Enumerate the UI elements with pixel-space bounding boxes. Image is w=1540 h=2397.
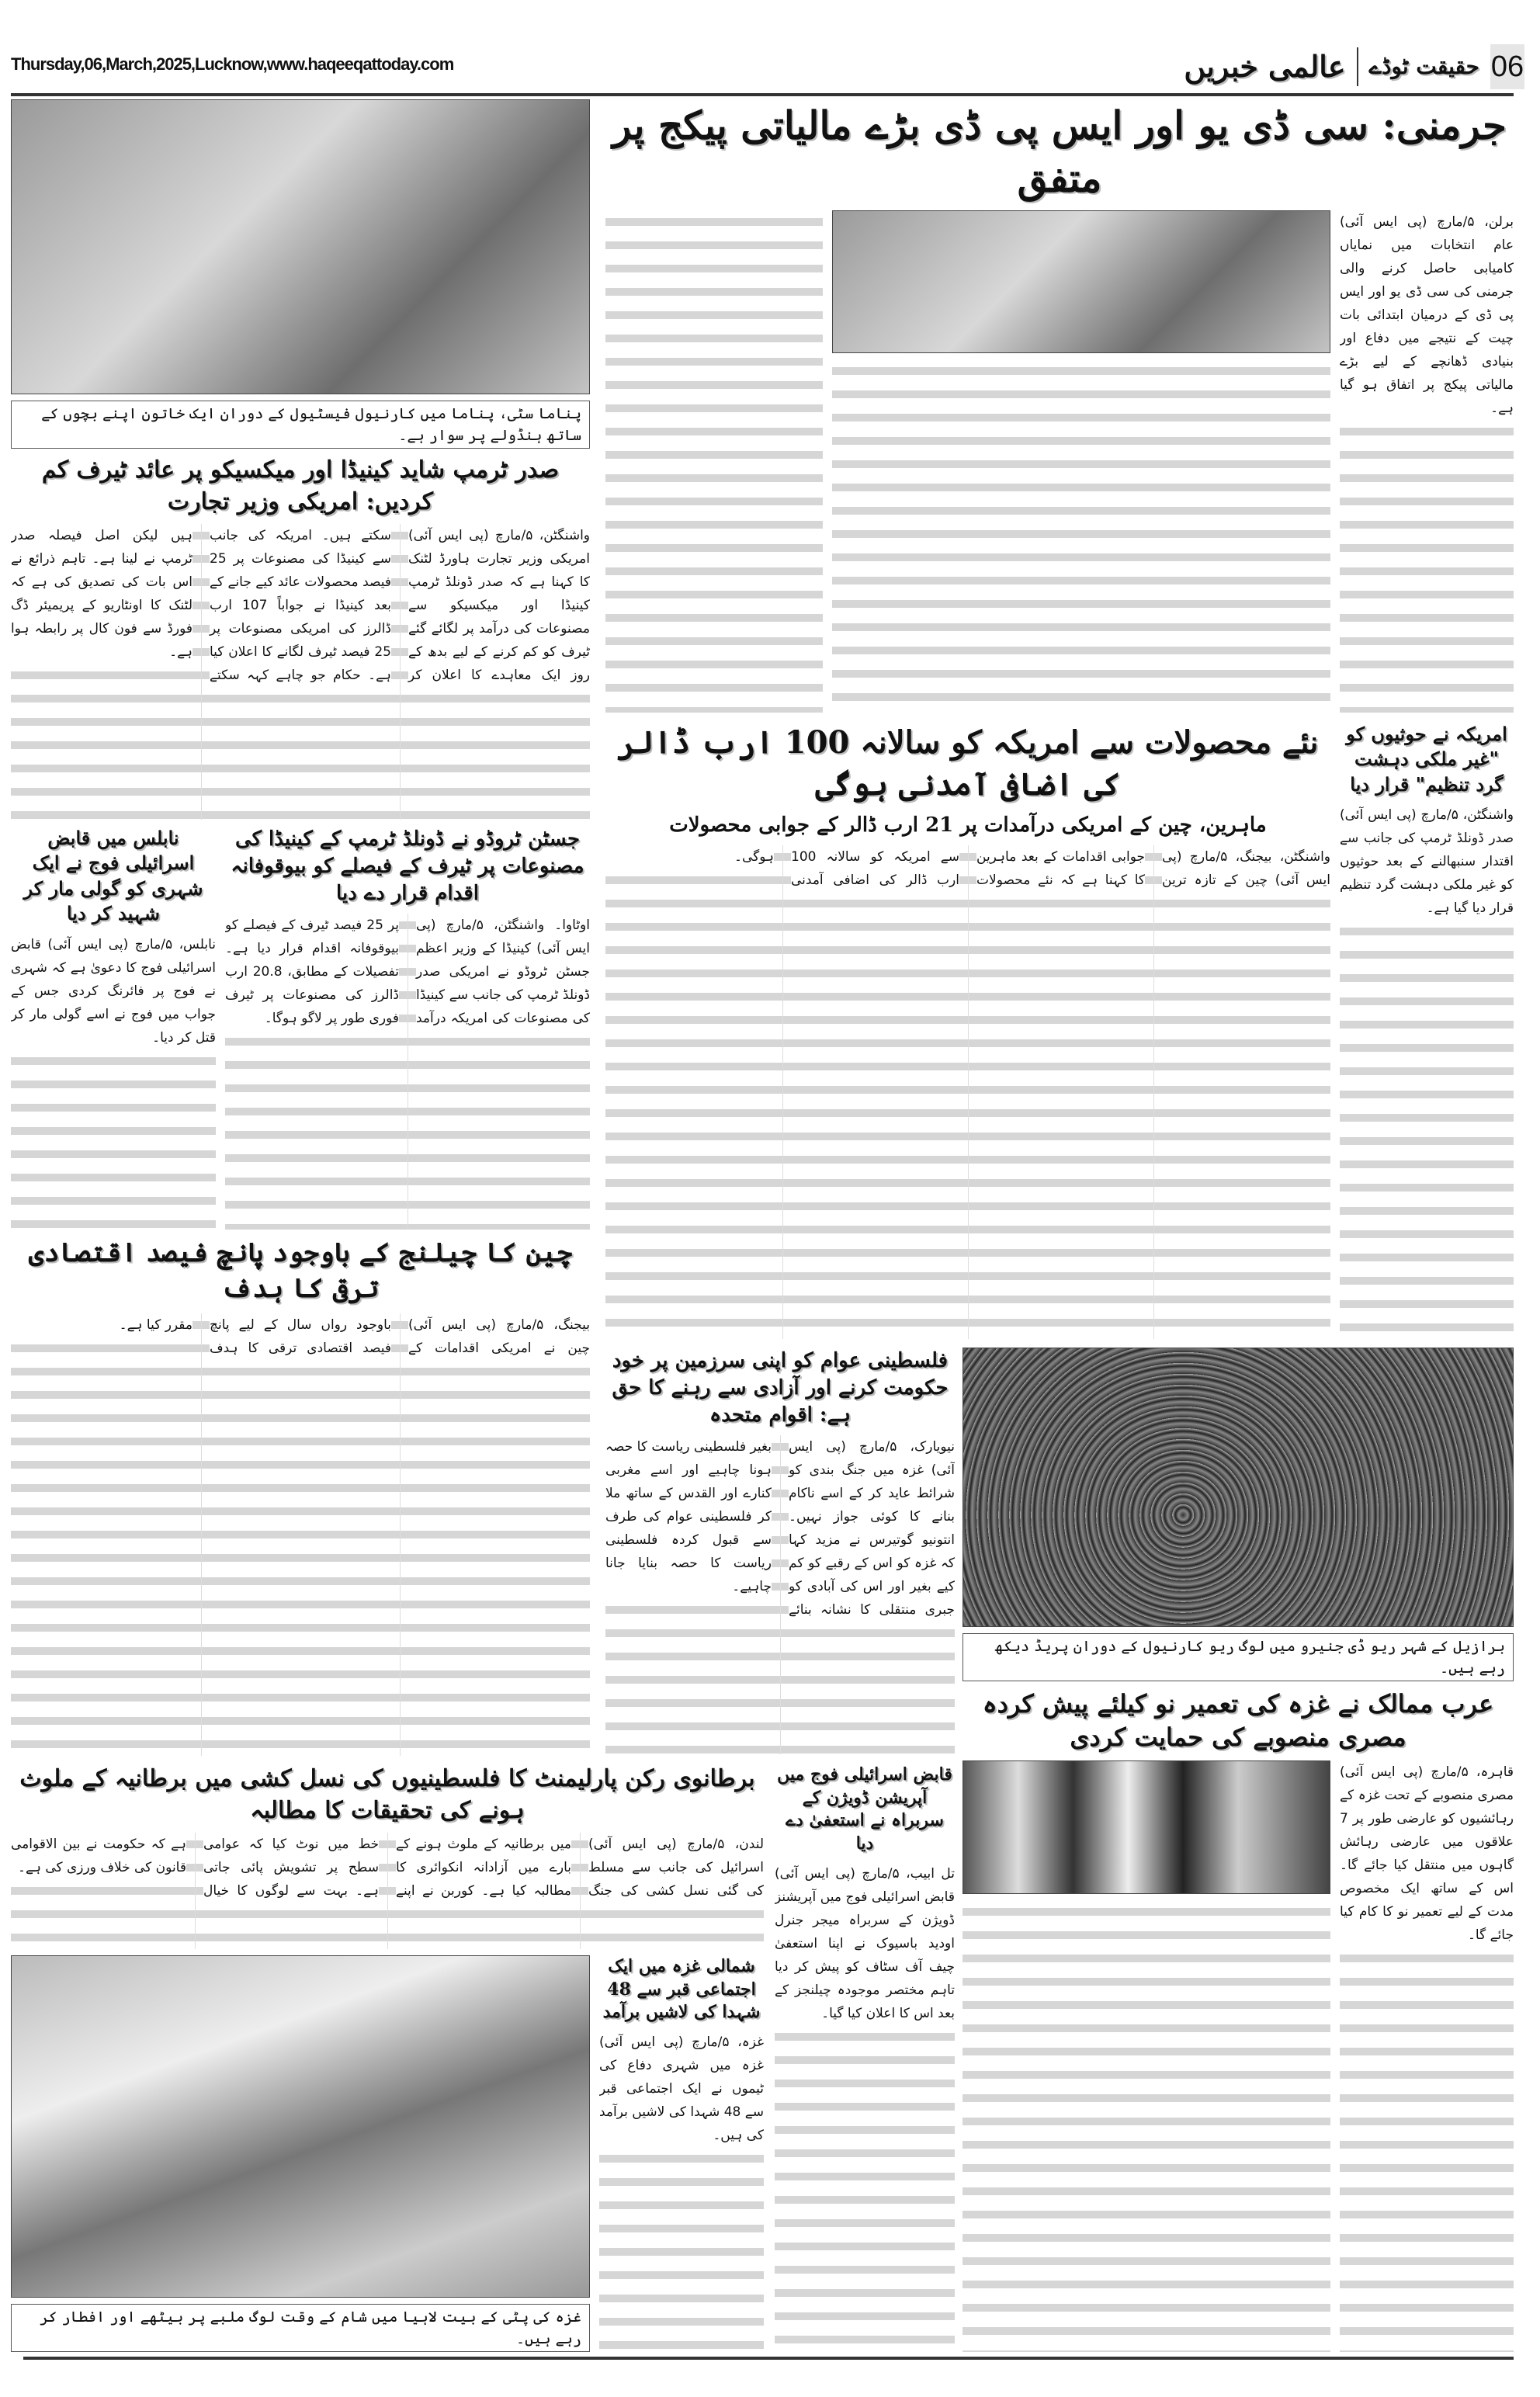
- un-headline: فلسطینی عوام کو اپنی سرزمین پر خود حکومت کرنے اور آزادی سے رہنے کا حق ہے: اقوام متحدہ: [612, 1349, 949, 1427]
- germany-headline: جرمنی: سی ڈی یو اور ایس پی ڈی بڑے مالیاتی پیکج پر متفق: [612, 102, 1507, 201]
- left-column: [11, 99, 590, 1756]
- british-headline: برطانوی رکن پارلیمنٹ کا فلسطینیوں کی نسل کشی میں برطانیہ کے ملوث ہونے کی تحقیقات کا مطالبہ: [19, 1765, 755, 1824]
- page-number: 06: [1490, 44, 1524, 89]
- germany-body-left: [605, 210, 823, 713]
- tariffs-article: [605, 722, 1330, 1339]
- israeli-article: [775, 1764, 955, 2352]
- german-leaders-photo: [832, 210, 1330, 353]
- germany-center: [832, 210, 1330, 713]
- carnival-caption: پناما سٹی، پناما میں کارنیول فیسٹیول کے دوران ایک خاتون اپنے بچوں کے ساتھ ہنڈولے پر سوار ہے۔: [11, 401, 590, 449]
- grave-article: [599, 1955, 764, 2352]
- tariffs-houthi-row: [605, 722, 1514, 1339]
- nablus-article: [11, 826, 216, 1230]
- trudeau-nablus-row: [11, 826, 590, 1230]
- rio-arab-column: [962, 1348, 1514, 2352]
- grave-headline: شمالی غزہ میں ایک اجتماعی قبر سے 48 شہدا کی لاشیں برآمد: [602, 1956, 761, 2023]
- arab-body-bottom: [962, 1900, 1330, 2352]
- gaza-iftar-photo: [11, 1955, 590, 2298]
- germany-columns: [605, 210, 1514, 713]
- arab-columns: [962, 1760, 1514, 2352]
- commerce-body: واشنگٹن، ۵/مارچ (پی ایس آئی) امریکی وزیر تجارت ہاورڈ لٹنک کا کہنا ہے کہ صدر ڈونلڈ ٹرمپ کینیڈا اور میکسیکو سے مصنوعات کی درآمد پر لگائے گئے ٹیرف کو کم کرنے کے لیے بدھ کے روز ایک معاہدے کا اعلان کر سکتے ہیں۔ امریکہ کی جانب سے کینیڈا کی مصنوعات پر 25 فیصد محصولات عائد کیے جانے کے بعد کینیڈا نے جواباً 107 ارب ڈالرز کی امریکی مصنوعات پر 25 فیصد ٹیرف لگانے کا اعلان کیا ہے۔ حکام جو چاہے کہہ سکتے ہیں لیکن اصل فیصلہ صدر ٹرمپ نے لینا ہے۔ تاہم ذرائع نے اس بات کی تصدیق کی ہے کہ لٹنک کا اونٹاریو کے پریمیئر ڈگ فورڈ سے فون کال پر رابطہ ہوا ہے۔: [11, 524, 590, 820]
- header-divider: [1357, 47, 1358, 86]
- masthead: [1184, 43, 1524, 90]
- footer-rule: [23, 2357, 1514, 2360]
- israeli-body: تل ابیب، ۵/مارچ (پی ایس آئی) قابض اسرائیلی فوج میں آپریشنز ڈویژن کے سربراہ میجر جنرل اودید باسیوک نے اپنا استعفیٰ چیف آف سٹاف کو پیش کر دیا تاہم مختصر موجودہ چیلنجز کے بعد اس کا اعلان کیا گیا۔: [775, 1862, 955, 2352]
- israeli-headline: قابض اسرائیلی فوج میں آپریشن ڈویژن کے سربراہ نے استعفیٰ دے دیا: [777, 1764, 952, 1854]
- british-body: لندن، ۵/مارچ (پی ایس آئی) اسرائیل کی جانب سے مسلط کی گئی نسل کشی کی جنگ میں برطانیہ کے ملوث ہونے کے بارے میں آزادانہ انکوائری کا مطالبہ کیا ہے۔ کوربن نے اپنے خط میں نوٹ کیا کہ عوامی سطح پر تشویش پائی جاتی ہے۔ بہت سے لوگوں کا خیال ہے کہ حکومت نے بین الاقوامی قانون کی خلاف ورزی کی ہے۔: [11, 1833, 764, 1949]
- arab-headline: عرب ممالک نے غزہ کی تعمیر نو کیلئے پیش کردہ مصری منصوبے کی حمایت کردی: [982, 1689, 1494, 1753]
- arab-center: [962, 1760, 1330, 2352]
- commerce-article: [11, 455, 590, 820]
- british-article: [11, 1764, 764, 2352]
- iftar-photo-block: [11, 1955, 590, 2352]
- germany-body-bottom: [832, 359, 1330, 713]
- arab-body-right: قاہرہ، ۵/مارچ (پی ایس آئی) مصری منصوبے کے تحت غزہ کے رہائشیوں کو عارضی طور پر 7 علاقوں میں عارضی رہائش گاہوں میں منتقل کیا جائے گا۔ اس کے ساتھ ایک مخصوص مدت کے لیے تعمیر نو کا کام کیا جائے گا۔: [1340, 1760, 1514, 2352]
- nablus-headline: نابلس میں قابض اسرائیلی فوج نے ایک شہری کو گولی مار کر شہید کر دیا: [23, 827, 203, 925]
- tariffs-subheadline: ماہرین، چین کے امریکی درآمدات پر 21 ارب ڈالر کے جوابی محصولات: [669, 813, 1267, 837]
- newspaper-logo: حقیقت ٹوڈے: [1368, 54, 1479, 80]
- china-body: بیجنگ، ۵/مارچ (پی ایس آئی) چین نے امریکی اقدامات کے باوجود رواں سال کے لیے پانچ فیصد اقتصادی ترقی کا ہدف مقرر کیا ہے۔: [11, 1313, 590, 1756]
- tariffs-body: واشنگٹن، بیجنگ، ۵/مارچ (پی ایس آئی) چین کے تازہ ترین جوابی اقدامات کے بعد ماہرین کا کہنا ہے کہ نئے محصولات سے امریکہ کو سالانہ 100 ارب ڈالر کی اضافی آمدنی ہوگی۔: [605, 845, 1330, 1339]
- section-title: عالمی خبریں: [1184, 49, 1346, 85]
- nablus-body: نابلس، ۵/مارچ (پی ایس آئی) قابض اسرائیلی فوج کا دعویٰ ہے کہ شہری نے فوج پر فائرنگ کردی جس کے جواب میں فوج نے اسے گولی مار کر قتل کر دیا۔: [11, 933, 216, 1230]
- iftar-caption: غزہ کی پٹی کے بیت لاہیا میں شام کے وقت لوگ ملبے پر بیٹھے اور افطار کر رہے ہیں۔: [11, 2304, 590, 2352]
- china-headline: چین کا چیلنج کے باوجود پانچ فیصد اقتصادی ترقی کا ہدف: [28, 1237, 573, 1304]
- header-rule: [11, 93, 1514, 96]
- arab-summit-photo: [962, 1760, 1330, 1894]
- un-article: [605, 1348, 955, 1754]
- houthi-headline: امریکہ نے حوثیوں کو "غیر ملکی دہشت گرد تنظیم" قرار دیا: [1346, 723, 1507, 796]
- germany-article: [605, 99, 1514, 713]
- trudeau-article: [225, 826, 590, 1230]
- dateline: Thursday,06,March,2025,Lucknow,www.haqeeqattoday.com: [11, 54, 454, 74]
- un-body: نیویارک، ۵/مارچ (پی ایس آئی) غزہ میں جنگ بندی کو شرائط عاید کر کے اسے ناکام بنانے کا کوئی جواز نہیں۔ انتونیو گوتیرس نے مزید کہا کہ غزہ کو اس کے رقبے کو کم کیے بغیر اور اس کی آبادی کو جبری منتقلی کا نشانہ بنائے بغیر فلسطینی ریاست کا حصہ ہونا چاہیے اور اسے مغربی کنارے اور القدس کے ساتھ ملا کر فلسطینی عوام کی طرف سے قبول کردہ فلسطینی ریاست کا حصہ بنایا جانا چاہیے۔: [605, 1435, 955, 1754]
- trudeau-headline: جسٹن ٹروڈو نے ڈونلڈ ٹرمپ کے کینیڈا کی مصنوعات پر ٹیرف کے فیصلے کو بیوقوفانہ اقدام قرار دے دیا: [231, 827, 584, 906]
- commerce-headline: صدر ٹرمپ شاید کینیڈا اور میکسیکو پر عائد ٹیرف کم کردیں: امریکی وزیر تجارت: [41, 456, 560, 515]
- trudeau-body: اوٹاوا۔ واشنگٹن، ۵/مارچ (پی ایس آئی) کینیڈا کے وزیر اعظم جسٹن ٹروڈو نے امریکی صدر ڈونلڈ ٹرمپ کی جانب سے کینیڈا کی مصنوعات کی امریکہ درآمد پر 25 فیصد ٹیرف کے فیصلے کو بیوقوفانہ اقدام قرار دیا ہے۔ تفصیلات کے مطابق، 20.8 ارب ڈالرز کی مصنوعات پر ٹیرف فوری طور پر لاگو ہوگا۔: [225, 914, 590, 1230]
- germany-body-right: برلن، ۵/مارچ (پی ایس آئی) عام انتخابات میں نمایاں کامیابی حاصل کرنے والی جرمنی کی سی ڈی یو اور ایس پی ڈی کے درمیان ابتدائی بات چیت کے نتیجے میں دفاع اور بنیادی ڈھانچے کے لیے بڑے مالیاتی پیکج پر اتفاق ہو گیا ہے۔: [1340, 210, 1514, 713]
- china-article: [11, 1236, 590, 1756]
- rio-crowd-photo: [962, 1348, 1514, 1627]
- houthi-article: [1340, 722, 1514, 1339]
- houthi-body: واشنگٹن، ۵/مارچ (پی ایس آئی) صدر ڈونلڈ ٹرمپ کی جانب سے اقتدار سنبھالنے کے بعد حوثیوں کو غیر ملکی دہشت گرد تنظیم قرار دیا گیا ہے۔: [1340, 803, 1514, 1339]
- carnival-photo: [11, 99, 590, 394]
- british-lower-row: [11, 1955, 764, 2352]
- grave-body: غزہ، ۵/مارچ (پی ایس آئی) غزہ میں شہری دفاع کی ٹیموں نے ایک اجتماعی قبر سے 48 شہدا کی لاشیں برآمد کی ہیں۔: [599, 2031, 764, 2352]
- rio-caption: برازیل کے شہر ریو ڈی جنیرو میں لوگ ریو کارنیول کے دوران پریڈ دیکھ رہے ہیں۔: [962, 1633, 1514, 1681]
- tariffs-headline: نئے محصولات سے امریکہ کو سالانہ 100 ارب ڈالر کی اضافی آمدنی ہوگی: [617, 724, 1319, 803]
